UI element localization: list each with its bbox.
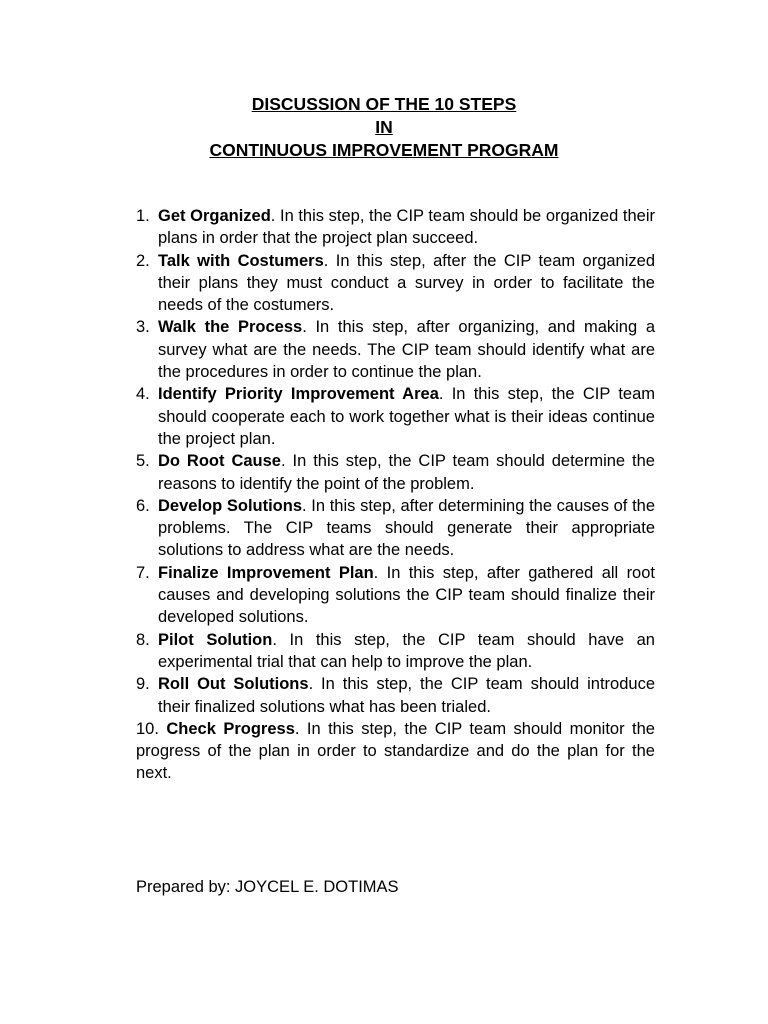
step-number: 9.: [136, 675, 150, 694]
step-text: . In this step, after gathered all root causes and developing solutions the CIP team should finalize their developed solutions.: [158, 563, 655, 627]
step-item-1: [136, 205, 655, 250]
step-number: 6.: [136, 496, 150, 515]
title-line-3: CONTINUOUS IMPROVEMENT PROGRAM: [209, 140, 559, 160]
step-item-3: [136, 316, 655, 383]
step-text: . In this step, after organizing, and making a survey what are the needs. The CIP team should identify what are the procedures in order to continue the plan.: [158, 318, 655, 382]
step-title: Finalize Improvement Plan: [158, 563, 374, 582]
step-item-6: [136, 495, 655, 562]
step-title: Roll Out Solutions: [158, 675, 309, 694]
step-title: Identify Priority Improvement Area: [158, 385, 439, 404]
step-number: 2.: [136, 251, 150, 270]
prepared-by: Prepared by: JOYCEL E. DOTIMAS: [136, 878, 399, 896]
step-text: . In this step, the CIP team should cooperate each to work together what is their ideas continue the project plan.: [158, 385, 655, 448]
step-item-7: [136, 562, 655, 629]
step-text: . In this step, the CIP team should be organized their plans in order that the project plan succeed.: [158, 207, 655, 248]
step-title: Pilot Solution: [158, 630, 273, 649]
step-number: 4.: [136, 385, 150, 404]
step-number: 5.: [136, 452, 150, 471]
step-item-4: [136, 383, 655, 450]
step-text: . In this step, the CIP team should monitor the progress of the plan in order to standardize and do the plan for the next.: [136, 719, 655, 783]
step-number: 10.: [136, 719, 159, 738]
step-item-5: [136, 450, 655, 495]
step-title: Check Progress: [166, 719, 295, 738]
title-line-2: IN: [375, 117, 393, 137]
step-title: Walk the Process: [158, 318, 303, 337]
step-title: Get Organized: [158, 207, 271, 225]
step-item-10: [136, 718, 655, 785]
step-title: Develop Solutions: [158, 496, 303, 515]
document-title: [0, 93, 768, 162]
step-item-9: [136, 673, 655, 718]
step-item-8: [136, 629, 655, 674]
step-title: Talk with Costumers: [158, 251, 324, 270]
steps-list: [136, 205, 655, 785]
step-text: . In this step, the CIP team should introduce their finalized solutions what has been trialed.: [158, 675, 655, 716]
step-number: 7.: [136, 563, 150, 582]
step-text: . In this step, the CIP team should have an experimental trial that can help to improve the plan.: [158, 630, 655, 671]
step-text: . In this step, the CIP team should determine the reasons to identify the point of the problem.: [158, 452, 655, 493]
step-item-2: [136, 250, 655, 317]
step-title: Do Root Cause: [158, 452, 281, 471]
step-text: . In this step, after determining the causes of the problems. The CIP teams should generate their appropriate solutions to address what are the needs.: [158, 496, 656, 560]
step-number: 1.: [136, 207, 150, 225]
step-text: . In this step, after the CIP team organized their plans they must conduct a survey in order to facilitate the needs of the costumers.: [158, 251, 655, 315]
step-number: 3.: [136, 318, 150, 337]
step-number: 8.: [136, 630, 150, 649]
title-line-1: DISCUSSION OF THE 10 STEPS: [251, 94, 517, 114]
